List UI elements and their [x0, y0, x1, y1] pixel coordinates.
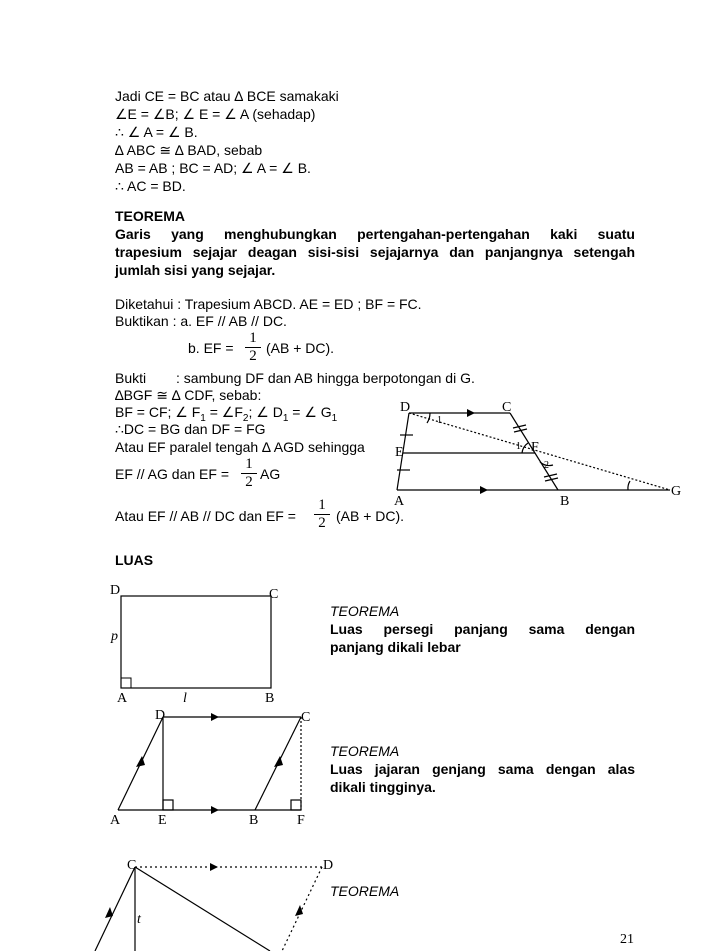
- final-prefix: Atau EF // AB // DC dan EF =: [115, 508, 296, 524]
- theorem3-heading: TEOREMA: [330, 743, 400, 759]
- theorem2-line-2: panjang dikali lebar: [330, 639, 461, 655]
- bukti-text: : sambung DF dan AB hingga berpotongan di G.: [176, 370, 475, 386]
- theorem1-line-2: trapesium sejajar deagan sisi-sisi sejajarnya dan panjangnya setengah: [115, 244, 635, 260]
- eq-mid: = ∠F: [205, 404, 243, 420]
- right-angle-f: [291, 800, 301, 810]
- page-number: 21: [620, 932, 634, 947]
- right-angle-mark: [121, 678, 131, 688]
- proof-line-5: AB = AB ; BC = AD; ∠ A = ∠ B.: [115, 160, 311, 176]
- arrow-para-right: [274, 756, 283, 767]
- theorem3: [330, 742, 635, 796]
- final-fraction: [313, 497, 331, 532]
- label-g: G: [671, 484, 682, 499]
- label-angle-f1: 1: [516, 441, 521, 452]
- dc-bg-line: ∴DC = BG dan DF = FG: [115, 421, 266, 437]
- final-frac-num: 1: [318, 497, 326, 513]
- final-suffix: (AB + DC).: [336, 508, 405, 524]
- given-line-2: Buktikan : a. EF // AB // DC.: [115, 313, 287, 329]
- theorem1-heading: TEOREMA: [115, 208, 185, 224]
- tri-label-c: C: [127, 858, 137, 873]
- ef-ag-fraction: [240, 456, 258, 491]
- rect-label-p: p: [111, 629, 118, 644]
- given-frac-num: 1: [249, 330, 257, 346]
- arrow-top: [210, 863, 218, 871]
- label-d: D: [400, 400, 411, 415]
- label-c: C: [502, 400, 512, 415]
- given-line-1: Diketahui : Trapesium ABCD. AE = ED ; BF = FC.: [115, 296, 422, 312]
- rect-label-a: A: [117, 691, 128, 706]
- eq-sub-1: 1: [200, 412, 206, 424]
- bukti-label: Bukti: [115, 370, 147, 386]
- proof-line-1: Jadi CE = BC atau ∆ BCE samakaki: [115, 88, 339, 104]
- rect-label-l: l: [183, 691, 187, 706]
- angle-f1: [522, 443, 528, 453]
- label-b: B: [560, 494, 570, 509]
- given-b-suffix: (AB + DC).: [266, 340, 335, 356]
- theorem4: [330, 882, 399, 900]
- eq-sub-2: 2: [242, 412, 249, 424]
- parallelogram-figure: [105, 705, 320, 830]
- para-label-f: F: [297, 813, 305, 828]
- eq-mid-3: = ∠ G: [288, 404, 332, 420]
- theorem1-line-3: jumlah sisi yang sejajar.: [115, 262, 276, 278]
- arrow-para-bottom: [211, 806, 219, 814]
- para-label-e: E: [158, 813, 167, 828]
- final-frac-den: 2: [318, 515, 326, 531]
- label-angle-d1: 1: [437, 415, 442, 426]
- ef-ag-suffix: AG: [260, 466, 281, 482]
- congruence-line: ∆BGF ≅ ∆ CDF, sebab:: [115, 387, 262, 403]
- para-label-a: A: [110, 813, 121, 828]
- rectangle-abcd: [121, 596, 271, 688]
- rect-label-c: C: [269, 587, 279, 602]
- label-e: E: [395, 445, 404, 460]
- rectangle-figure: [105, 580, 295, 710]
- ef-ag-frac-den: 2: [245, 474, 253, 490]
- ef-ag-frac-num: 1: [245, 456, 253, 472]
- right-angle-e: [163, 800, 173, 810]
- theorem3-line-2: dikali tingginya.: [330, 779, 436, 795]
- tri-label-t: t: [137, 912, 141, 927]
- angle-g1: [628, 481, 630, 490]
- given-fraction: [244, 330, 262, 365]
- proof-line-4: ∆ ABC ≅ ∆ BAD, sebab: [115, 142, 263, 158]
- eq-sub-4: 1: [331, 412, 338, 424]
- tri-label-d: D: [323, 858, 334, 873]
- para-label-d: D: [155, 708, 166, 723]
- eq-sub-3: 1: [282, 412, 289, 424]
- tick-fb-1: [544, 474, 557, 477]
- eq-mid-2: ; ∠ D: [248, 404, 283, 420]
- para-label-b: B: [249, 813, 259, 828]
- proof-line-6: ∴ AC = BD.: [115, 178, 186, 194]
- para-label-c: C: [301, 710, 311, 725]
- given-frac-den: 2: [249, 348, 257, 364]
- label-f: F: [531, 440, 539, 455]
- rect-label-d: D: [110, 583, 121, 598]
- diagonal: [135, 867, 270, 951]
- paralel-line: Atau EF paralel tengah ∆ AGD sehingga: [115, 439, 365, 455]
- arrow-para-top: [211, 713, 219, 721]
- partial-figure: [90, 855, 350, 951]
- dashed-right: [282, 867, 322, 951]
- arrow-right: [295, 905, 303, 916]
- theorem3-line-1: Luas jajaran genjang sama dengan alas: [330, 761, 635, 777]
- eq-prefix: BF = CF; ∠ F: [115, 404, 201, 420]
- trapezoid-figure: [380, 395, 700, 520]
- theorem2: [330, 602, 635, 656]
- angle-d1: [427, 413, 430, 423]
- given-b-prefix: b. EF =: [188, 340, 234, 356]
- label-angle-f2: 2: [544, 460, 549, 471]
- theorem2-heading: TEOREMA: [330, 603, 400, 619]
- theorem1-line-1: Garis yang menghubungkan pertengahan-pertengahan kaki suatu: [115, 226, 635, 242]
- theorem4-heading: TEOREMA: [330, 883, 400, 899]
- theorem2-line-1: Luas persegi panjang sama dengan: [330, 621, 635, 637]
- proof-line-2: ∠E = ∠B; ∠ E = ∠ A (sehadap): [115, 106, 316, 122]
- dashed-dg: [409, 413, 670, 490]
- rect-label-b: B: [265, 691, 275, 706]
- ef-ag-prefix: EF // AG dan EF =: [115, 466, 229, 482]
- luas-heading: LUAS: [115, 552, 154, 568]
- label-a: A: [394, 494, 405, 509]
- proof-line-3: ∴ ∠ A = ∠ B.: [115, 124, 198, 140]
- arrow-dc: [467, 409, 475, 417]
- arrow-ab: [480, 486, 488, 494]
- side-left: [95, 867, 135, 951]
